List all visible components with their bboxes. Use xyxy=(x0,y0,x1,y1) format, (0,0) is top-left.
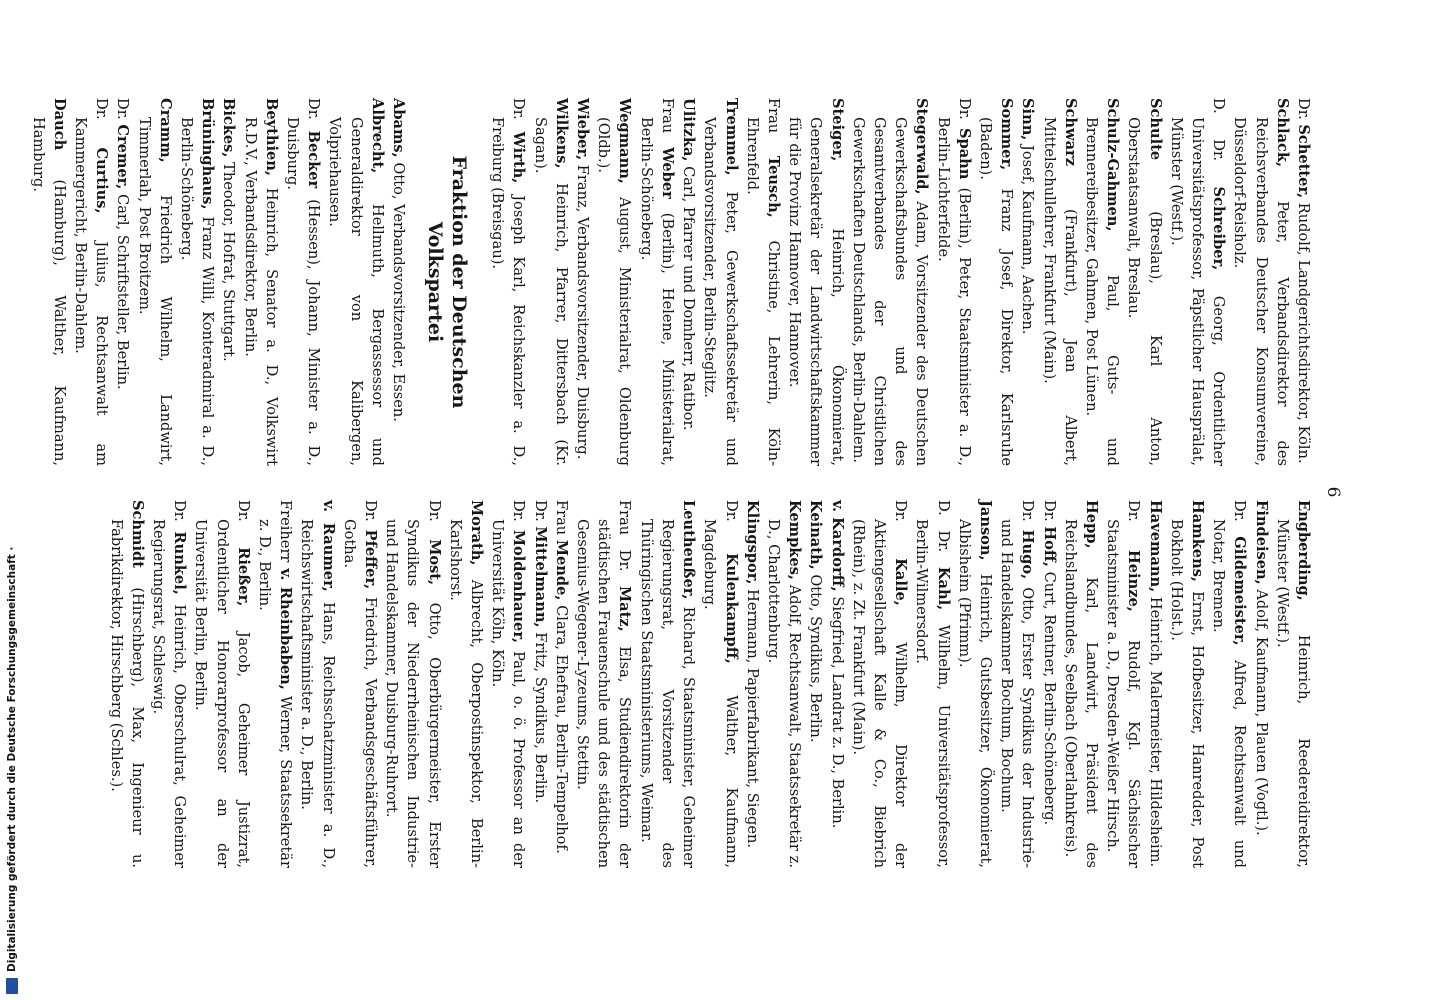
entry-title-prefix: Dr. xyxy=(955,98,973,128)
member-entry xyxy=(975,98,1017,466)
entry-surname: v. Rheinbaben, xyxy=(277,568,295,690)
entry-details: (Hirschberg), Max, Ingenieur u. Fabrikdirektor, Hirschberg (Schles.). xyxy=(107,519,146,868)
entry-surname: Sommer, xyxy=(998,98,1016,171)
entry-details: Ernst, Hofbesitzer, Hanredder, Post Bokholt (Holst.). xyxy=(1167,519,1206,868)
member-entry xyxy=(678,98,699,466)
entry-details: Otto, Erster Syndikus der Industrie- und Handelskammer Bochum, Bochum. xyxy=(998,519,1037,869)
entry-details: Christine, Lehrerin, Köln-Ehrenfeld. xyxy=(743,117,782,467)
entry-title-prefix: Dr. xyxy=(510,98,528,132)
entry-surname: Hoff, xyxy=(1040,526,1058,567)
entry-surname: Cramm, xyxy=(156,98,174,163)
member-entry xyxy=(593,98,635,466)
entry-surname: Kempkes, xyxy=(786,500,804,580)
entry-surname: Abams, xyxy=(390,98,408,158)
entry-surname: Dauch xyxy=(50,98,68,151)
entry-surname: Findeisen, xyxy=(1252,500,1270,585)
entry-surname: Sinn, xyxy=(1019,98,1037,141)
entry-details: Jacob, Geheimer Justizrat, Ordentlicher Honorarprofessor an der Universität Berlin, Berlin. xyxy=(192,519,252,868)
member-entry xyxy=(1038,98,1080,466)
entry-surname: Tremmel, xyxy=(722,98,740,176)
entry-details: Franz Josef, Direktor, Karlsruhe (Baden). xyxy=(976,117,1016,466)
entry-surname: v. Raumer, xyxy=(319,500,337,592)
entry-surname: Schulte xyxy=(1146,98,1164,161)
member-entry xyxy=(1123,98,1165,466)
member-entry xyxy=(148,500,190,868)
entry-surname: Most, xyxy=(425,539,443,586)
entry-surname: Cremer, xyxy=(114,124,132,190)
entry-surname: Gildemeister, xyxy=(1231,536,1249,646)
entry-details: Hans, Reichsschatzminister a. D., Reichswirtschaftsminister a. D., Berlin. xyxy=(298,519,337,868)
entry-details: Clara, Ehefrau, Berlin-Tempelhof. xyxy=(552,600,570,854)
entry-details: Hellmuth, Bergassessor und Generaldirektor von Kalibergen, Volpriehausen. xyxy=(326,117,386,466)
entry-surname: Mittelmann, xyxy=(531,526,549,628)
entry-details: Otto, Syndikus, Berlin. xyxy=(807,569,825,743)
entry-details: Hermann, Papierfabrikant, Siegen. xyxy=(743,584,761,849)
faction-heading: Fraktion der Deutschen Volkspartei xyxy=(424,155,471,409)
entry-surname: Morath, xyxy=(468,500,486,566)
entry-surname: Teusch, xyxy=(764,155,782,218)
entry-title-prefix: Dr. xyxy=(1125,500,1143,550)
entry-surname: Hugo, xyxy=(1019,529,1037,580)
entry-surname: Engberding, xyxy=(1295,500,1312,601)
entry-details: Wilhelm, Universitätsprofessor, Berlin-Wilmersdorf. xyxy=(913,519,952,868)
entry-surname: Ulitzka, xyxy=(680,98,698,162)
entry-details: Julius, Rechtsanwalt am Kammergericht, Berlin-Dahlem. xyxy=(72,117,111,466)
entry-surname: Leutheußer, xyxy=(680,500,698,600)
entry-surname: Wilkens, xyxy=(552,98,570,169)
entry-details: Adolf, Kaufmann, Plauen (Vogtl.). xyxy=(1252,584,1270,836)
entry-title-prefix: Freiherr xyxy=(277,500,295,569)
entry-details: Peter, Verbandsdirektor des Reichsverbandes Deutscher Konsumvereine, Düsseldorf-Reisholz. xyxy=(1231,117,1291,466)
entry-details: Rudolf, Kgl. Sächsischer Staatsminister a. D., Dresden-Weißer Hirsch. xyxy=(1104,519,1143,868)
entry-details: Albrecht, Oberpostinspektor, Berlin-Karlshorst. xyxy=(446,519,486,868)
member-entry xyxy=(1229,98,1293,466)
entry-details: Fritz, Syndikus, Berlin. xyxy=(531,627,549,804)
entry-details: Richard, Staatsminister, Geheimer Regierungsrat, Vorsitzender des Thüringischen Staatsministeriums, Weimar. xyxy=(637,519,698,868)
member-entry xyxy=(27,98,69,466)
entry-details: Heinrich, Pfarrer, Dittersbach (Kr. Sagan). xyxy=(531,117,570,466)
entry-details: Otto, Verbandsvorsitzender, Essen. xyxy=(390,157,408,422)
entry-surname: Weber xyxy=(658,147,676,199)
rotated-page xyxy=(29,92,1344,892)
entry-title-prefix: Dr. xyxy=(722,500,740,554)
member-entry xyxy=(1272,500,1314,868)
entry-title-prefix: Dr. xyxy=(234,500,252,548)
member-entry xyxy=(1166,98,1230,466)
entry-details: Georg, Ordentlicher Universitätsprofessor, Päpstlicher Hausprälat, Münster (Westf.). xyxy=(1167,117,1228,466)
entry-title-prefix: Dr. xyxy=(114,98,132,125)
entry-details: (Berlin), Peter, Staatsminister a. D., Berlin-Lichterfelde. xyxy=(934,117,973,466)
member-entry xyxy=(763,500,805,868)
entry-details: Theodor, Hofrat, Stuttgart. xyxy=(220,157,238,362)
member-entry xyxy=(932,98,974,466)
entry-details: (Frankfurt), Jean Albert, Mittelschullehrer, Frankfurt (Main). xyxy=(1040,117,1079,466)
entry-details: Franz Willi, Konteradmiral a. D., Berlin-Schöneberg. xyxy=(178,117,217,466)
entry-title-prefix: Dr. xyxy=(892,500,910,559)
entry-title-prefix: Dr. xyxy=(305,98,323,131)
entry-surname: Kulenkampff, xyxy=(722,553,740,664)
entry-title-prefix: Dr. xyxy=(1231,500,1249,537)
member-entry xyxy=(1081,98,1123,466)
member-entry xyxy=(176,98,218,466)
member-entry xyxy=(572,500,636,868)
member-entry xyxy=(848,500,912,868)
entry-details: Heinrich, Malermeister, Hildesheim. xyxy=(1146,592,1164,868)
member-entry xyxy=(784,98,848,466)
member-entry xyxy=(699,500,741,868)
entry-details: Otto, Oberbürgermeister, Erster Syndikus der Niederrheinischen Industrie- und Handelskammer, Duisburg-Ruhrort. xyxy=(383,519,443,868)
entry-details: Joseph Karl, Reichskanzler a. D., Freiburg (Breisgau). xyxy=(489,117,528,466)
entry-surname: Runkel, xyxy=(171,531,189,595)
entry-surname: Janson, xyxy=(976,500,994,561)
member-entry xyxy=(1102,500,1144,868)
entry-details: Curt, Rentner, Berlin-Schöneberg. xyxy=(1040,566,1058,826)
member-entry xyxy=(70,98,112,466)
entry-surname: Schwarz xyxy=(1061,98,1079,167)
entry-details: Friedrich Wilhelm, Landwirt, Timmerlah, Post Broitzem. xyxy=(135,117,174,466)
entry-title-prefix: Frau xyxy=(658,98,676,148)
member-entry xyxy=(296,500,338,868)
member-entry xyxy=(826,500,847,868)
entry-title-prefix: D. Dr. xyxy=(1210,98,1228,187)
entry-surname: Klingspor, xyxy=(743,500,761,585)
entry-surname: Schmidt xyxy=(128,500,146,568)
entry-surname: Bickes, xyxy=(220,98,238,158)
entry-surname: Steiger, xyxy=(828,98,846,162)
member-entry xyxy=(381,500,445,868)
entry-details: Elsa, Studiendirektorin der städtischen Frauenschule und des städtischen Gesenius-Wegener-Lyzeums, Stettin. xyxy=(574,519,634,868)
entry-surname: Brüninghaus, xyxy=(199,98,217,210)
entry-title-prefix: Dr. xyxy=(1040,500,1058,527)
entry-title-prefix: Dr. xyxy=(510,500,528,530)
page-number: 6 xyxy=(1323,486,1343,498)
entry-title-prefix: Dr. xyxy=(171,500,189,532)
entry-title-prefix: Dr. xyxy=(1295,98,1312,125)
member-entry xyxy=(239,98,281,466)
entry-details: Carl, Pfarrer und Domherr, Ratibor. xyxy=(680,161,698,431)
entry-surname: Pfeffer, xyxy=(362,529,380,590)
member-entry xyxy=(339,500,381,868)
entry-details: August, Ministerialrat, Oldenburg (Oldb.). xyxy=(595,117,634,466)
entry-surname: Havemann, xyxy=(1146,500,1164,593)
entry-title-prefix: Dr. xyxy=(1019,500,1037,530)
entry-details: (Berlin), Helene, Ministerialrat, Berlin-Schöneberg. xyxy=(637,117,676,467)
entry-details: Wilhelm, Direktor der Aktiengesellschaft Kalle & Co., Biebrich (Rhein), z. Zt. Frankfurt (Main). xyxy=(849,519,910,868)
entry-surname: Curtius, xyxy=(93,147,111,214)
dfg-logo-icon xyxy=(6,978,18,994)
entry-details: Paul, Guts- und Brennereibesitzer, Gahmen, Post Lünen. xyxy=(1082,117,1122,466)
member-entry xyxy=(529,98,571,466)
entry-details: Adam, Vorsitzender des Deutschen Gewerkschaftsbundes und des Gesamtverbandes der Christlichen Gewerkschaften Deutschlands, Berlin-Dahlem. xyxy=(849,117,931,466)
entry-title-prefix: Frau Dr. xyxy=(616,500,634,587)
member-entry xyxy=(282,98,324,466)
entry-title-prefix: Dr. xyxy=(93,98,111,148)
entry-surname: Rießer, xyxy=(234,547,252,607)
entry-details: Siegfried, Landrat z. D., Berlin. xyxy=(828,591,846,829)
entry-details: Walther, Kaufmann, Magdeburg. xyxy=(701,519,740,869)
member-entry xyxy=(996,500,1038,868)
entry-surname: Kalle, xyxy=(892,558,910,606)
member-entry xyxy=(112,98,133,466)
entry-details: Heinrich, Oberschulrat, Geheimer Regierungsrat, Schleswig. xyxy=(150,519,189,868)
entry-surname: Wegmann, xyxy=(616,98,634,184)
entry-surname: Spahn xyxy=(955,127,973,180)
entry-details: Karl, Landwirt, Präsident des Reichslandbundes, Seelbach (Oberlahnkreis). xyxy=(1061,519,1100,868)
entry-surname: Schlack, xyxy=(1273,98,1291,168)
entry-surname: Beythien, xyxy=(262,98,280,176)
entry-title-prefix: Dr. xyxy=(362,500,380,530)
entry-surname: Matz, xyxy=(616,586,634,632)
digitization-footer xyxy=(2,4,22,994)
entry-details: (Hamburg), Walther, Kaufmann, Hamburg. xyxy=(29,117,68,466)
member-entry xyxy=(133,98,175,466)
entry-surname: Heinze, xyxy=(1125,549,1143,612)
footer-text: Digitalisierung gefördert durch die Deutsche Forschungsgemeinschaft · xyxy=(6,546,18,972)
member-entry xyxy=(551,500,572,868)
entry-details: Paul, o. ö. Professor an der Universität Köln, Köln. xyxy=(489,519,528,868)
entry-surname: Schreiber, xyxy=(1210,186,1228,271)
member-entry xyxy=(911,500,953,868)
entry-title-prefix: Frau xyxy=(552,500,570,540)
entry-details: Friedrich, Verbandsgeschäftsführer, Gotha. xyxy=(340,519,380,868)
member-entry xyxy=(699,98,741,466)
entry-surname: Wieber, xyxy=(574,98,592,161)
member-entry xyxy=(1060,500,1102,868)
member-entry xyxy=(742,500,763,868)
member-entry xyxy=(848,98,933,466)
entry-surname: Schetter, xyxy=(1295,124,1312,199)
entry-surname: Kahl, xyxy=(934,566,952,611)
entry-surname: Mende, xyxy=(552,539,570,601)
entry-title-prefix: D. Dr. xyxy=(934,500,952,567)
member-entry xyxy=(1293,98,1314,466)
member-entry xyxy=(445,500,487,868)
entry-surname: Becker xyxy=(305,130,323,189)
member-entry xyxy=(636,98,678,466)
member-entry xyxy=(254,500,296,868)
member-entry xyxy=(742,98,784,466)
member-entry xyxy=(954,500,996,868)
entry-surname: Albrecht, xyxy=(368,98,386,174)
member-entry xyxy=(529,500,550,868)
entry-details: Heinrich, Ökonomierat, Generalsekretär der Landwirtschaftskammer für die Provinz Hannover, Hannover. xyxy=(786,117,846,466)
member-entry xyxy=(1038,500,1059,868)
member-entry xyxy=(636,500,700,868)
entry-surname: Wirth, xyxy=(510,131,528,184)
entry-surname: Hepp, xyxy=(1082,500,1100,549)
column-right xyxy=(105,500,1314,868)
entry-title-prefix: Dr. xyxy=(531,500,549,527)
entry-details: Franz, Verbandsvorsitzender, Duisburg. xyxy=(574,160,592,460)
entry-details: Adolf, Rechtsanwalt, Staatssekretär z. D., Charlottenburg. xyxy=(764,519,804,868)
entry-details: Heinrich, Reedereidirektor, Münster (Westf.). xyxy=(1273,519,1312,868)
member-entry xyxy=(1208,500,1250,868)
member-entry xyxy=(487,500,529,868)
entry-details: Alfred, Rechtsanwalt und Notar, Bremen. xyxy=(1210,519,1249,868)
entry-details: (Hessen), Johann, Minister a. D., Duisburg. xyxy=(284,117,323,466)
member-entry xyxy=(190,500,254,868)
entry-details: Werner, Staatssekretär z. D., Berlin. xyxy=(256,519,295,868)
entry-details: Peter, Gewerkschaftssekretär und Verbandsvorsitzender, Berlin-Steglitz. xyxy=(701,117,740,466)
member-entry xyxy=(487,98,529,466)
entry-title-prefix: Frau xyxy=(764,98,782,156)
member-entry xyxy=(218,98,239,466)
member-entry xyxy=(388,98,409,466)
member-entry xyxy=(1017,98,1038,466)
entry-details: Josef, Kaufmann, Aachen. xyxy=(1019,140,1037,335)
entry-surname: Keinath, xyxy=(807,500,825,570)
member-entry xyxy=(1166,500,1208,868)
entry-details: (Breslau), Karl Anton, Oberstaatsanwalt, Breslau. xyxy=(1125,117,1164,466)
member-entry xyxy=(105,500,147,868)
entry-details: Heinrich, Senator a. D., Volkswirt R.D.V., Verbandsdirektor, Berlin. xyxy=(241,117,280,466)
entry-surname: Moldenhauer, xyxy=(510,529,528,644)
entry-details: Heinrich, Gutsbesitzer, Ökonomierat, Albisheim (Pfrimm). xyxy=(955,519,994,868)
entry-surname: v. Kardorff, xyxy=(828,500,846,592)
member-entry xyxy=(805,500,826,868)
entry-surname: Stegerwald, xyxy=(913,98,931,195)
member-entry xyxy=(1250,500,1271,868)
member-entry xyxy=(572,98,593,466)
member-entry xyxy=(1144,500,1165,868)
column-left xyxy=(27,98,1314,466)
member-entry xyxy=(324,98,388,466)
entry-details: Rudolf, Landgerichtsdirektor, Köln. xyxy=(1295,198,1312,464)
entry-details: Carl, Schriftsteller, Berlin. xyxy=(114,189,132,390)
entry-title-prefix: Dr. xyxy=(425,500,443,540)
entry-surname: Schulz-Gahmen, xyxy=(1104,98,1122,232)
entry-surname: Hamkens, xyxy=(1188,500,1206,582)
